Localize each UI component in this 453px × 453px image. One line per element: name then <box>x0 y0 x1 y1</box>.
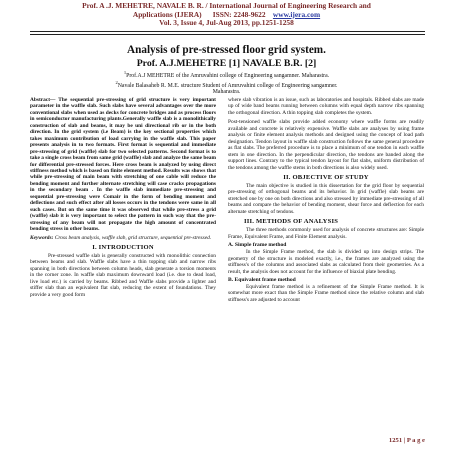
equivalent-frame-text: Equivalent frame method is a refinement of the Simple Frame method. It is somewhat more exact than the Simple Frame method since the relative column and slab stiffness's are adjusted to account <box>228 283 424 303</box>
right-column <box>228 97 424 303</box>
intro-continued-text: where slab vibration is an issue, such as laboratories and hospitals. Ribbed slabs are made up of wide band beams running between columns with equal depth narrow ribs spanning the orthogonal direction. A thin topping slab completes the system. <box>228 97 424 116</box>
abstract <box>30 97 216 233</box>
abstract-label: Abstract— <box>30 97 56 103</box>
keywords-label: Keywords: <box>30 234 54 241</box>
affiliation-3: Maharastra. <box>212 89 241 96</box>
journal-header <box>0 2 453 28</box>
keywords <box>30 235 216 241</box>
journal-header-line1: Prof. A .J. MEHETRE, NAVALE B. R. / International Journal of Engineering Research and <box>82 1 371 10</box>
subsection-heading-simple-frame: A. Simple frame method <box>228 242 287 249</box>
journal-header-line3: Vol. 3, Issue 4, Jul-Aug 2013, pp.1251-1258 <box>159 18 294 28</box>
simple-frame-text: In the Simple Frame method, the slab is divided up into design strips. The geometry of the structure is modeled exactly, i.e., the frames are analyzed using the stiffness's of the columns and associated slabs as calculated from their geometries. As a result, the analysis does not account for the influence of biaxial plate bending. <box>228 249 424 275</box>
left-column <box>30 97 216 298</box>
journal-name: Applications (IJERA) <box>132 9 202 19</box>
page-number: 1251 | P a g e <box>388 437 425 444</box>
journal-issn: ISSN: 2248-9622 <box>212 9 266 19</box>
keywords-text: Cross beam analysis, waffle slab, grid structure, sequential pre-stressed. <box>54 234 212 241</box>
journal-url-link[interactable]: www.ijera.com <box>272 9 321 19</box>
section-heading-objective: II. OBJECTIVE OF STUDY <box>283 173 369 181</box>
objective-text: The main objective is studied in this dissertation for the grid floor by sequential pre-stressing of orthogonal beams and its behavior. In grid (waffle) slab beams are stretched one by one on both directions and also stressed by immediate pre-stressing of all beams and compare the behavior of bending moment, shear force and deflection for each alternate stretching of tendons. <box>228 182 424 215</box>
affiliation-2: $^2$Navale Balasaheb R. M.E. structure Student of Amruvahini college of Engineering sangamner. <box>115 79 338 89</box>
post-tensioned-text: Post-tensioned waffle slabs provide added economy where waffle forms are readily available and concrete is relatively expensive. Waffle slabs are analyses by using frame analysis or finite element analysis methods and designed using the concept of load path designation. Tendon layout in waffle slab construction follows the same general procedure as flat slabs. The preferred procedure is to place a minimum of one tendon in each waffle stem in one direction. In the perpendicular direction, the tendons are banded along the support lines. Contrary to the typical tendon layout for flat slabs, uniform distribution of the tendons among the waffle stems in both directions is also widely used. <box>228 119 424 171</box>
header-rule-top <box>30 31 425 32</box>
author-affiliations <box>20 70 433 96</box>
paper-authors: Prof. A.J.MEHETRE [1] NAVALE B.R. [2] <box>136 58 317 69</box>
methods-text: The three methods commonly used for analysis of concrete structures are: Simple Frame, Equivalent Frame, and Finite Element analysis. <box>228 227 424 240</box>
abstract-text: The sequential pre-stressing of grid structure is very important parameter in the waffle slab. Such slabs have several advantages over the more conventional slabs when used as decks for concrete bridges and as process floors in semiconductor manufacturing plants.Generally waffle slab is a monolithically construction of slab and beams, it may be uni directional rib or in the both direction. In the grid system (i.e Beam) is the key sectional properties which takes maximum contribution of load carrying in the waffle slab. This paper presents analysis in to two formats. First format is sequential and immediate pre-stressing of grid (waffle) slab for two selected patterns. Second format is to take a single cross beam from same grid (waffle) slab and analyze the same beam for differential pre-stressed forces. Here cross beam is analyzed by using direct stiffness method which is based on finite element method. Results was shows that while pre-stressing of main beam with stretching of one cable will reduce the bending moment and further alternate stretching will case cracks propagations in the secondary beam . In the waffle slab immediate pre-stressing and sequential pre-stressing were Comair in the form of bending moment and deflections and such effect after all losses occurs in the tendons were same in all such cases. But on the same time it was observed that while pre-stress a grid (waffle) slab it is very important to select the pattern in such way that the pre-stressing of any beam will not propagate the high amount of concentrated bending stress in other beams. <box>30 97 216 233</box>
section-heading-introduction: I. INTRODUCTION <box>92 243 154 251</box>
header-rule-bottom <box>30 34 425 35</box>
introduction-text: Pre-stressed waffle slab is generally constructed with monolithic connection between beams and slab. Waffle slabs have a thin topping slab and narrow ribs spanning in both directions between column heads, slab generate a torsion moments in the corner zone. In waffle slab maximum downward load (i.e. due to dead load, live load etc.) is carried by beams. Ribbed and Waffle slabs provide a lighter and stiffer slab than an equivalent flat slab, reducing the extent of foundations. They provide a very good form <box>30 252 216 298</box>
affiliation-1: $^1$Prof.A.J MEHETRE of the Amruvahini college of Engineering sangamner. Maharastra. <box>123 70 330 79</box>
subsection-heading-equivalent-frame: B. Equivalent frame method <box>228 276 296 283</box>
section-heading-methods: III. METHODS OF ANALYSIS <box>244 218 339 226</box>
paper-title: Analysis of pre-stressed floor grid system. <box>127 44 326 56</box>
